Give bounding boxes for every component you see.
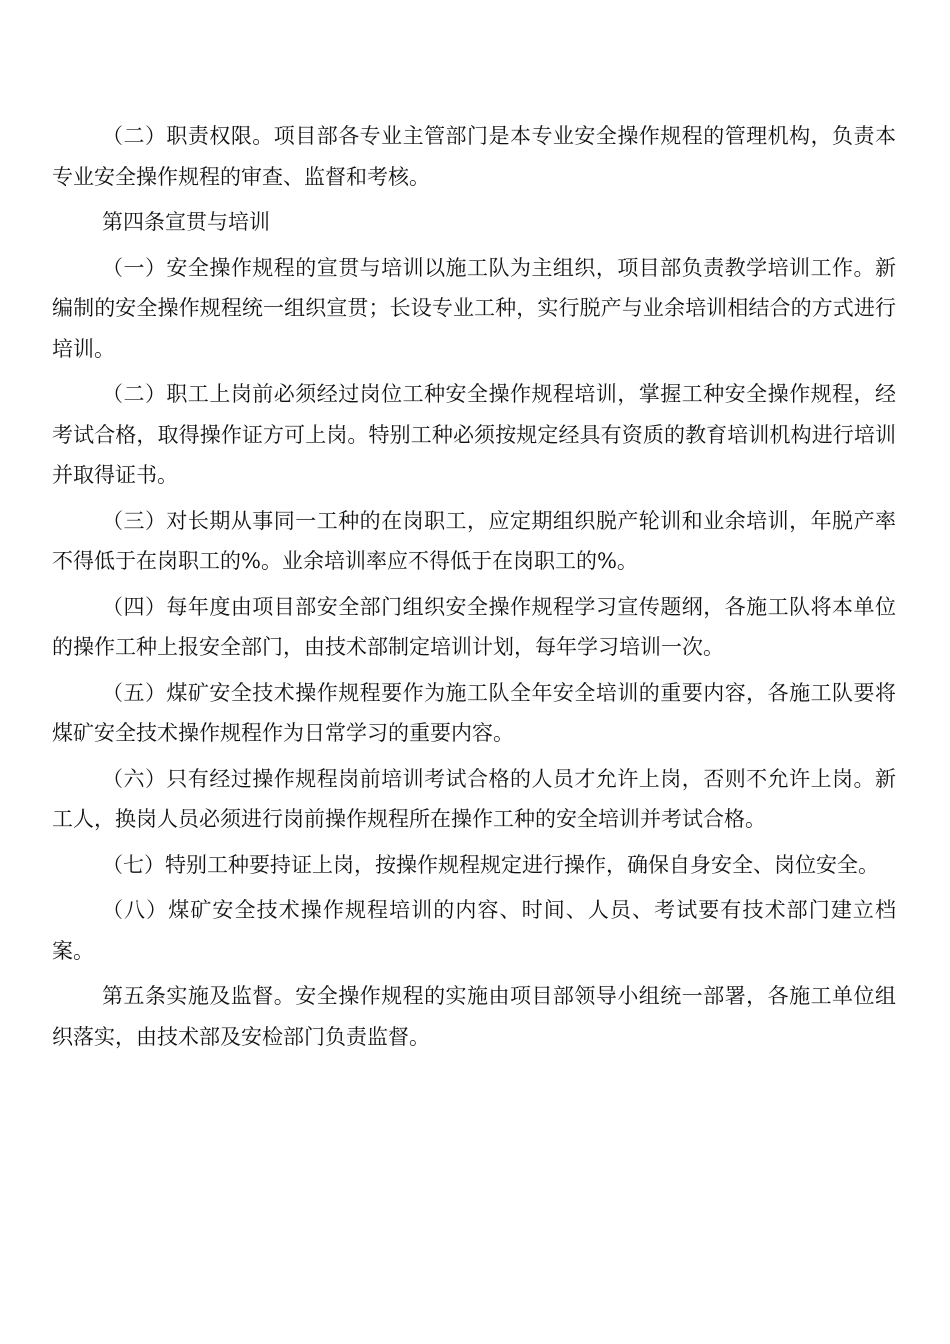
section-heading-article-4: 第四条宣贯与培训: [102, 210, 270, 234]
paragraph-item-8: （八）煤矿安全技术操作规程培训的内容、时间、人员、考试要有技术部门建立档案。: [52, 898, 896, 963]
paragraph-item-5: （五）煤矿安全技术操作规程要作为施工队全年安全培训的重要内容，各施工队要将煤矿安全技术操作规程作为日常学习的重要内容。: [52, 680, 896, 745]
paragraph-duties-authority: （二）职责权限。项目部各专业主管部门是本专业安全操作规程的管理机构，负责本专业安全操作规程的审查、监督和考核。: [52, 124, 896, 189]
paragraph-item-1: （一）安全操作规程的宣贯与培训以施工队为主组织，项目部负责教学培训工作。新编制的安全操作规程统一组织宣贯；长设专业工种，实行脱产与业余培训相结合的方式进行培训。: [52, 255, 896, 361]
document-body: [52, 116, 896, 1062]
paragraph-item-7: （七）特别工种要持证上岗，按操作规程规定进行操作，确保自身安全、岗位安全。: [102, 852, 879, 877]
paragraph-item-2: （二）职工上岗前必须经过岗位工种安全操作规程培训，掌握工种安全操作规程，经考试合格，取得操作证方可上岗。特别工种必须按规定经具有资质的教育培训机构进行培训并取得证书。: [52, 382, 896, 487]
paragraph-item-4: （四）每年度由项目部安全部门组织安全操作规程学习宣传题纲，各施工队将本单位的操作工种上报安全部门，由技术部制定培训计划，每年学习培训一次。: [52, 594, 896, 659]
paragraph-item-3: （三）对长期从事同一工种的在岗职工，应定期组织脱产轮训和业余培训，年脱产率不得低于在岗职工的%。业余培训率应不得低于在岗职工的%。: [52, 508, 896, 573]
paragraph-item-6: （六）只有经过操作规程岗前培训考试合格的人员才允许上岗，否则不允许上岗。新工人，换岗人员必须进行岗前操作规程所在操作工种的安全培训并考试合格。: [52, 766, 896, 831]
paragraph-article-5: 第五条实施及监督。安全操作规程的实施由项目部领导小组统一部署，各施工单位组织落实，由技术部及安检部门负责监督。: [52, 984, 896, 1049]
